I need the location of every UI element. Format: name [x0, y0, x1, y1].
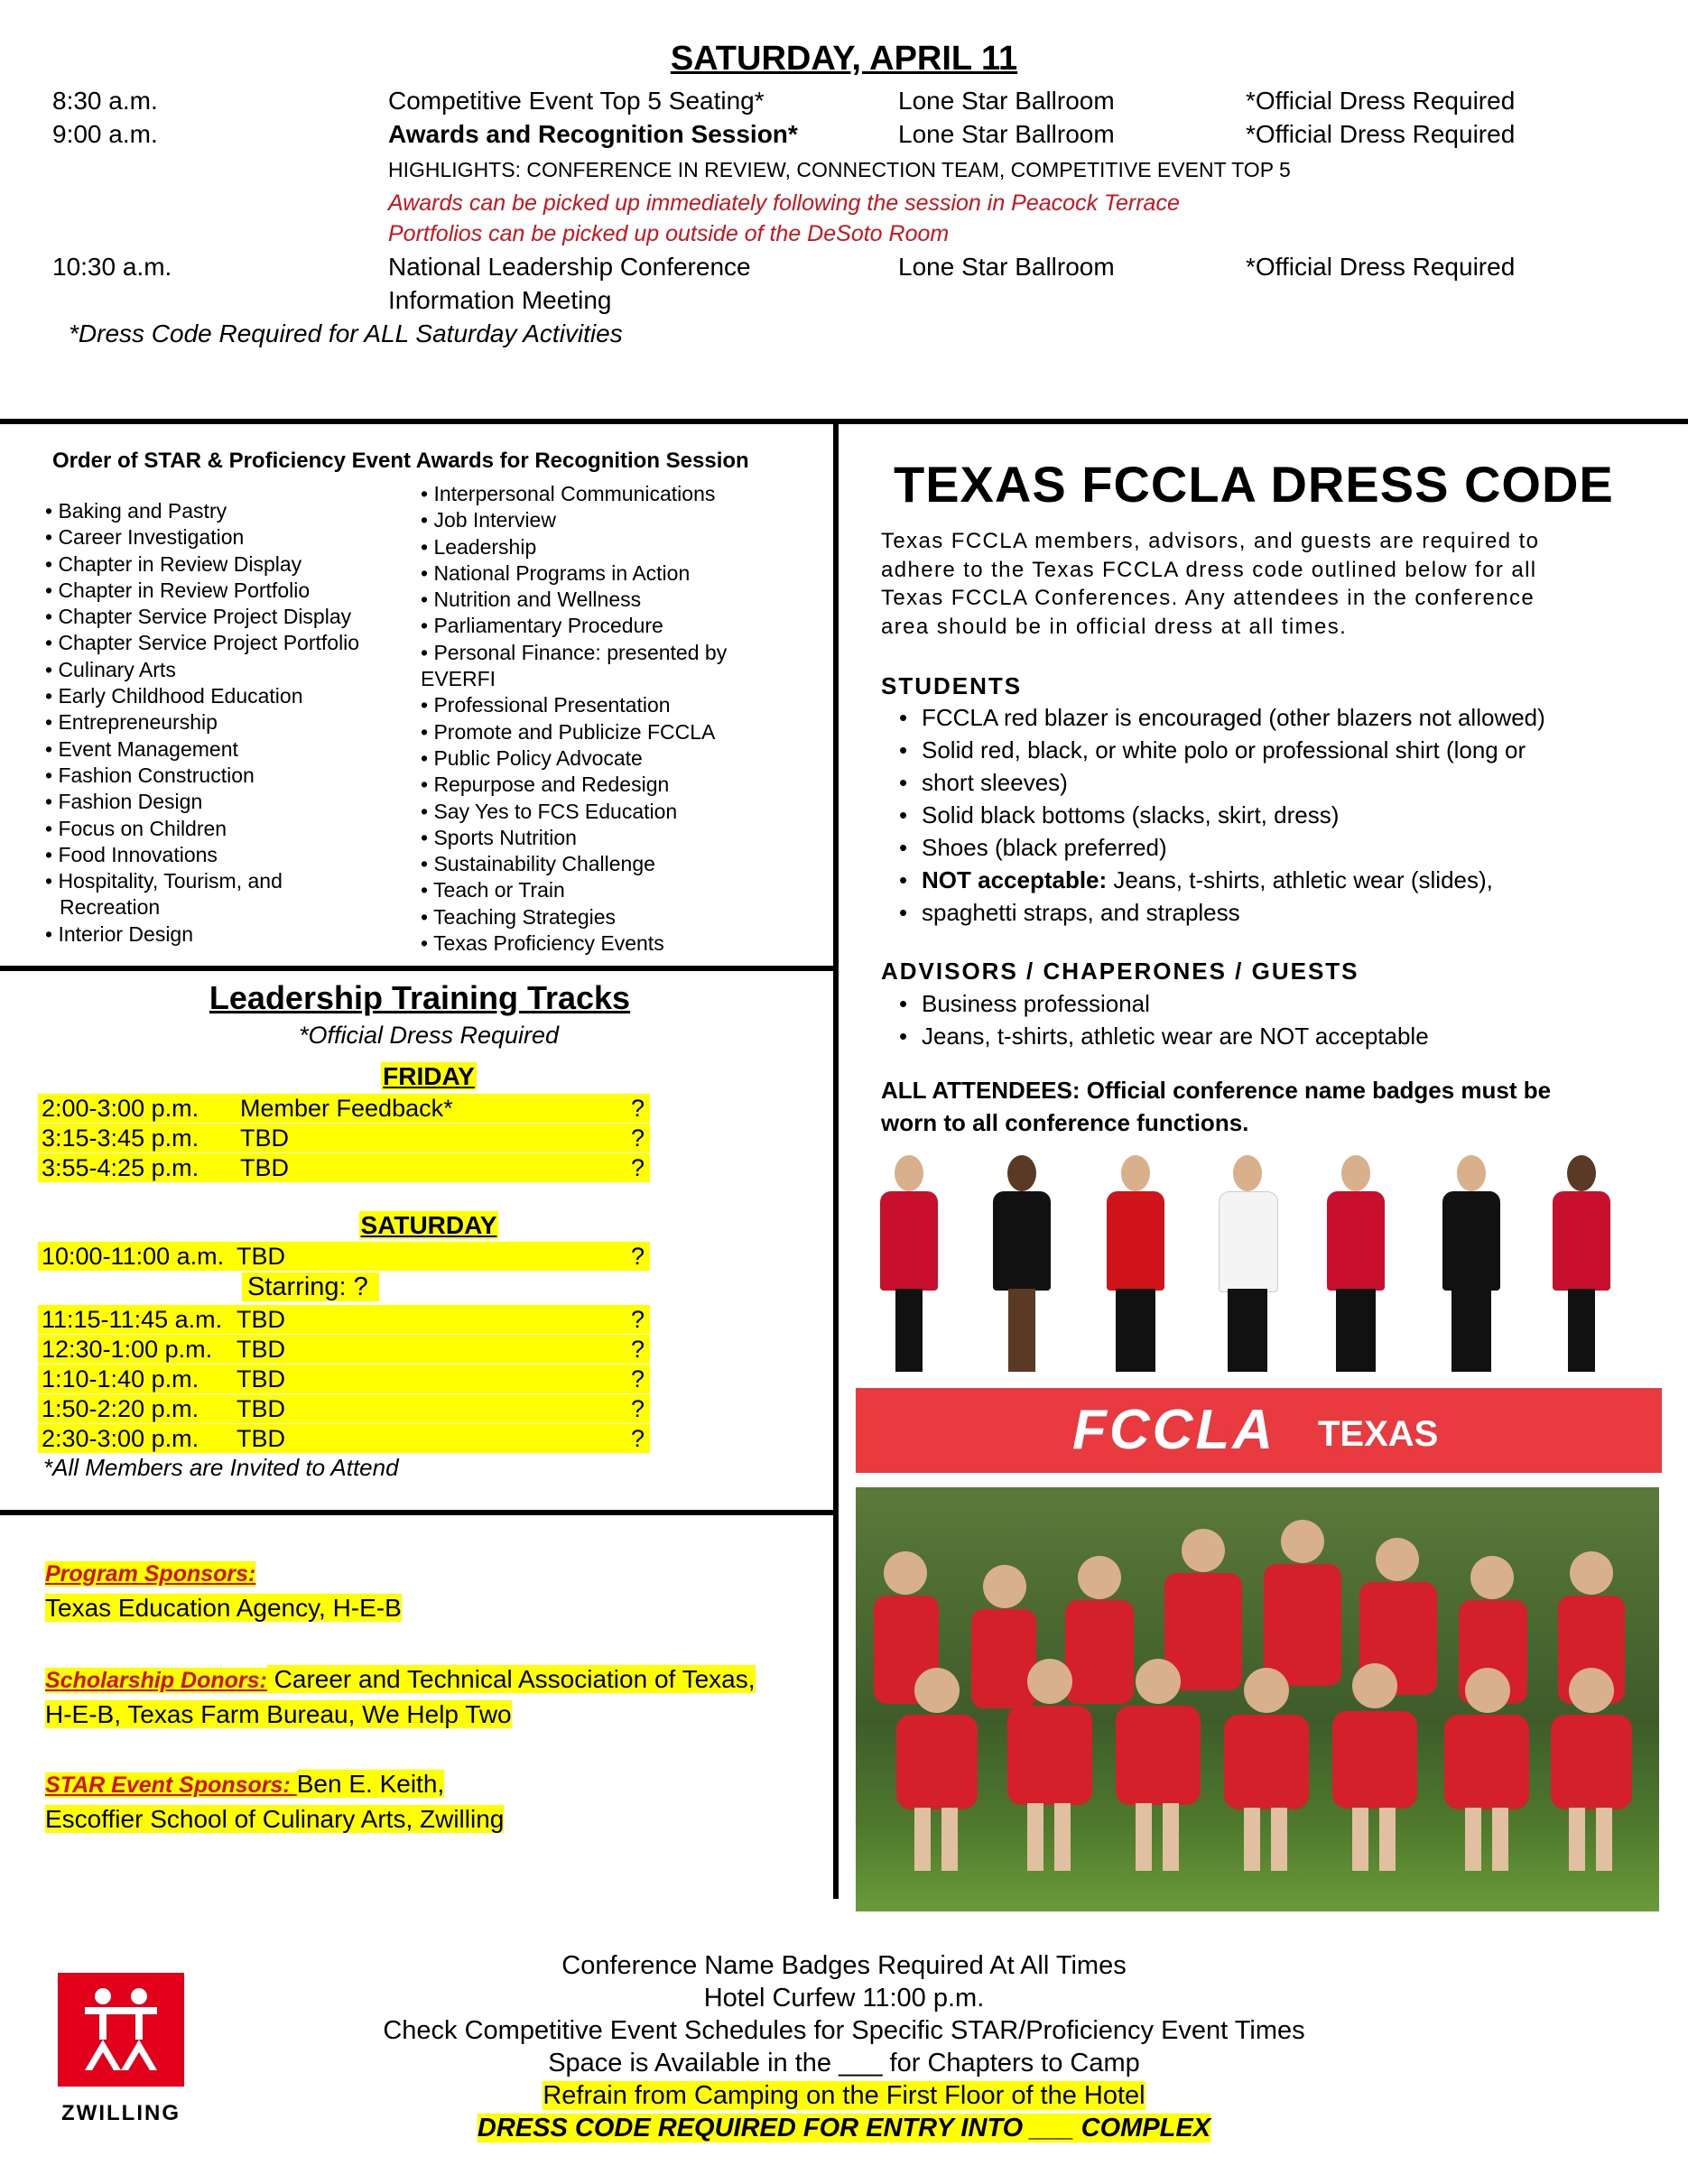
- list-item: • Professional Presentation: [421, 693, 671, 717]
- leadership-subtitle: *Official Dress Required: [298, 1022, 560, 1049]
- list-item: • Solid black bottoms (slacks, skirt, dress): [899, 799, 1545, 831]
- person-red-blazer-image: [1545, 1155, 1618, 1372]
- group-photo-illustration: [856, 1487, 1659, 1911]
- star-event-sponsors-line2: Escoffier School of Culinary Arts, Zwilling: [45, 1805, 505, 1833]
- list-item: • Fashion Construction: [45, 763, 255, 787]
- zwilling-twins-icon: [58, 1973, 184, 2087]
- schedule-location: Lone Star Ballroom: [898, 120, 1115, 148]
- schedule-time: 9:00 a.m.: [52, 120, 158, 148]
- leadership-title: Leadership Training Tracks: [209, 979, 631, 1016]
- divider-awards: [0, 966, 833, 971]
- schedule-location: Lone Star Ballroom: [898, 87, 1115, 115]
- list-item: • Say Yes to FCS Education: [421, 799, 678, 823]
- list-item: • Food Innovations: [45, 842, 218, 866]
- attendees-note: ALL ATTENDEES: Official conference name badges must be worn to all conference functions.: [881, 1077, 1552, 1136]
- list-item: • Fashion Design: [45, 790, 203, 814]
- schedule-location: Lone Star Ballroom: [898, 253, 1115, 281]
- list-item-continuation: • spaghetti straps, and strapless: [899, 896, 1545, 929]
- track-row: [38, 1394, 650, 1423]
- list-item: • Personal Finance: presented by: [421, 640, 728, 664]
- list-item: • National Programs in Action: [421, 560, 691, 585]
- texas-logo-text: TEXAS: [1318, 1414, 1439, 1454]
- person-red-blazer-image: [1320, 1155, 1392, 1372]
- list-item: • Solid red, black, or white polo or professional shirt (long or: [899, 734, 1545, 766]
- advisors-list: [899, 987, 1429, 1052]
- list-item: • Chapter in Review Display: [45, 551, 302, 576]
- track-name: TBD: [240, 1124, 289, 1152]
- track-row: [38, 1153, 650, 1182]
- schedule-dress: *Official Dress Required: [1246, 120, 1516, 148]
- advisors-heading: ADVISORS / CHAPERONES / GUESTS: [881, 958, 1359, 985]
- saturday-dress-note: *Dress Code Required for ALL Saturday Activities: [69, 319, 623, 347]
- schedule-event-line2: Information Meeting: [388, 286, 612, 314]
- list-item: • Chapter Service Project Display: [45, 605, 352, 629]
- footer-line: Hotel Curfew 11:00 p.m.: [703, 1984, 985, 2013]
- track-time: 12:30-1:00 p.m.: [42, 1336, 213, 1363]
- list-item: • Repurpose and Redesign: [421, 773, 670, 797]
- list-item: • Business professional: [899, 987, 1429, 1020]
- list-item: • Focus on Children: [45, 816, 227, 840]
- schedule-dress: *Official Dress Required: [1246, 87, 1516, 115]
- track-row: [38, 1335, 650, 1364]
- schedule-time: 8:30 a.m.: [52, 87, 158, 115]
- list-item: • Chapter Service Project Portfolio: [45, 631, 360, 655]
- program-sponsors-label: Program Sponsors:: [45, 1561, 256, 1587]
- footer-line: Space is Available in the ___ for Chapters to Camp: [548, 2049, 1140, 2078]
- list-item: • Public Policy Advocate: [421, 745, 643, 770]
- list-item: • FCCLA red blazer is encouraged (other blazers not allowed): [899, 701, 1545, 734]
- track-name: TBD: [237, 1425, 285, 1452]
- list-item: • Teaching Strategies: [421, 904, 617, 929]
- list-item: • Career Investigation: [45, 525, 245, 550]
- saturday-header: SATURDAY: [360, 1211, 497, 1239]
- students-list: [899, 701, 1545, 929]
- list-item: • Shoes (black preferred): [899, 831, 1545, 864]
- track-row: [38, 1094, 650, 1123]
- awards-list-left: [45, 498, 359, 948]
- list-item: EVERFI: [421, 667, 496, 691]
- list-item: • Chapter in Review Portfolio: [45, 578, 311, 602]
- awards-pickup-note: Awards can be picked up immediately following the session in Peacock Terrace: [388, 190, 1180, 216]
- list-item: • Hospitality, Tourism, and: [45, 869, 283, 893]
- track-presenter: ?: [630, 1306, 645, 1333]
- track-time: 10:00-11:00 a.m.: [42, 1243, 225, 1270]
- portfolios-pickup-note: Portfolios can be picked up outside of the DeSoto Room: [388, 221, 950, 246]
- track-time: 3:15-3:45 p.m.: [42, 1124, 199, 1152]
- saturday-title: SATURDAY, APRIL 11: [670, 40, 1018, 78]
- divider-leadership: [0, 1510, 833, 1515]
- scholarship-donors-line2: H-E-B, Texas Farm Bureau, We Help Two: [45, 1700, 512, 1728]
- schedule-event: Awards and Recognition Session*: [388, 120, 798, 148]
- program-sponsors: Texas Education Agency, H-E-B: [45, 1594, 402, 1622]
- track-row: [38, 1242, 650, 1271]
- track-time: 2:00-3:00 p.m.: [42, 1095, 199, 1122]
- track-row: [38, 1424, 650, 1453]
- dress-code-title: TEXAS FCCLA DRESS CODE: [894, 456, 1614, 513]
- footer-line: Conference Name Badges Required At All Times: [561, 1951, 1127, 1980]
- track-name: TBD: [237, 1336, 285, 1363]
- list-item: • Promote and Publicize FCCLA: [421, 719, 716, 744]
- track-time: 1:10-1:40 p.m.: [42, 1365, 199, 1393]
- schedule-event: Competitive Event Top 5 Seating*: [388, 87, 765, 115]
- list-item: • Interpersonal Communications: [421, 482, 716, 505]
- divider-vertical: [833, 424, 839, 1899]
- highlights-text: HIGHLIGHTS: CONFERENCE IN REVIEW, CONNECTION TEAM, COMPETITIVE EVENT TOP 5: [388, 158, 1291, 181]
- list-item: • NOT acceptable: Jeans, t-shirts, athletic wear (slides),: [899, 864, 1545, 896]
- zwilling-logo: [58, 1973, 184, 2087]
- track-name: TBD: [237, 1306, 285, 1333]
- track-time: 3:55-4:25 p.m.: [42, 1154, 199, 1181]
- officer-group-photo: [856, 1487, 1659, 1911]
- friday-header: FRIDAY: [383, 1062, 475, 1090]
- person-red-polo-image: [1099, 1155, 1172, 1372]
- track-name: TBD: [237, 1243, 285, 1270]
- track-name: TBD: [237, 1395, 285, 1422]
- schedule-time: 10:30 a.m.: [52, 253, 172, 281]
- list-item: • Event Management: [45, 736, 238, 761]
- divider-top: [0, 419, 1688, 424]
- track-time: 2:30-3:00 p.m.: [42, 1425, 199, 1452]
- fccla-logo-text: FCCLA: [1072, 1399, 1276, 1461]
- list-item: • Baking and Pastry: [45, 499, 227, 523]
- person-white-shirt-image: [1211, 1155, 1284, 1372]
- list-item: • Nutrition and Wellness: [421, 588, 642, 612]
- track-name: TBD: [240, 1154, 289, 1181]
- list-item: • Sustainability Challenge: [421, 852, 655, 876]
- track-presenter: ?: [630, 1095, 645, 1122]
- dress-code-intro: Texas FCCLA members, advisors, and guests are required to adhere to the Texas FCCLA dress code outlined below for all Texas FCCLA Conferences. Any attendees in the conference area should be in official dress at all times.: [881, 529, 1540, 639]
- schedule-event: National Leadership Conference: [388, 253, 751, 281]
- list-item: • Parliamentary Procedure: [421, 614, 663, 638]
- track-presenter: ?: [630, 1154, 645, 1181]
- track-presenter: ?: [630, 1124, 645, 1152]
- list-item: • Texas Proficiency Events: [421, 931, 664, 956]
- track-presenter: ?: [630, 1395, 645, 1422]
- track-presenter: ?: [630, 1336, 645, 1363]
- track-row: [38, 1124, 650, 1152]
- scholarship-donors: Scholarship Donors: Career and Technical Association of Texas,: [45, 1665, 756, 1693]
- awards-list-right: [421, 481, 727, 957]
- invite-note: *All Members are Invited to Attend: [43, 1454, 399, 1481]
- list-item: • Job Interview: [421, 508, 556, 532]
- track-row: [38, 1365, 650, 1393]
- list-item: • Jeans, t-shirts, athletic wear are NOT acceptable: [899, 1020, 1429, 1052]
- track-presenter: ?: [630, 1243, 645, 1270]
- list-item: • Entrepreneurship: [45, 710, 218, 735]
- track-name: Member Feedback*: [240, 1095, 453, 1122]
- track-name: TBD: [237, 1365, 285, 1393]
- awards-order-title: Order of STAR & Proficiency Event Awards for Recognition Session: [52, 449, 749, 473]
- list-item: • Sports Nutrition: [421, 825, 577, 849]
- list-item: • Leadership: [421, 534, 537, 559]
- list-item: • Culinary Arts: [45, 657, 176, 681]
- footer-line: Check Competitive Event Schedules for Specific STAR/Proficiency Event Times: [383, 2016, 1305, 2045]
- list-item: • Teach or Train: [421, 878, 565, 902]
- track-time: 11:15-11:45 a.m.: [42, 1306, 223, 1333]
- zwilling-wordmark: ZWILLING: [61, 2101, 181, 2125]
- track-time: 1:50-2:20 p.m.: [42, 1395, 199, 1422]
- list-item: • Early Childhood Education: [45, 684, 303, 708]
- person-black-dress-image: [986, 1155, 1058, 1372]
- track-presenter: ?: [630, 1365, 645, 1393]
- footer-dress-code-note: DRESS CODE REQUIRED FOR ENTRY INTO ___ COMPLEX: [477, 2114, 1211, 2142]
- list-item-continuation: • short sleeves): [899, 766, 1545, 799]
- list-item: • Interior Design: [45, 921, 194, 946]
- track-presenter: ?: [630, 1425, 645, 1452]
- person-black-polo-image: [1435, 1155, 1507, 1372]
- track-row: [38, 1305, 650, 1334]
- star-event-sponsors: STAR Event Sponsors: Ben E. Keith,: [45, 1770, 445, 1798]
- list-item: Recreation: [60, 895, 161, 920]
- starring-label: Starring: ?: [242, 1272, 379, 1301]
- footer-camping-note: Refrain from Camping on the First Floor of the Hotel: [543, 2081, 1145, 2110]
- students-heading: STUDENTS: [881, 672, 1023, 699]
- schedule-dress: *Official Dress Required: [1246, 253, 1516, 281]
- person-red-blazer-image: [873, 1155, 945, 1372]
